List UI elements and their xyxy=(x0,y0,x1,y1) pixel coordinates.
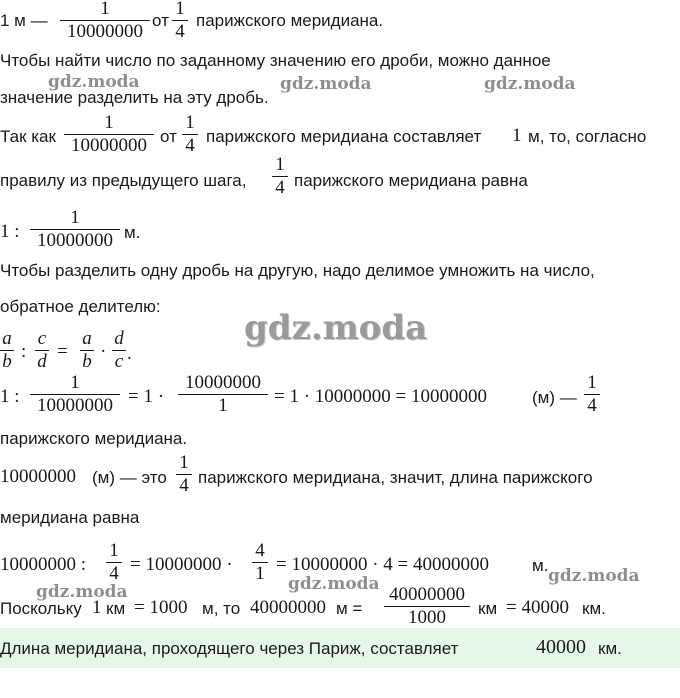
line-1-ot: от xyxy=(152,11,169,30)
eq2-start: 10000000 : xyxy=(0,554,87,575)
eq-mid: = 1 · xyxy=(128,386,165,407)
paragraph-rule-cont: значение разделить на эту дробь. xyxy=(0,88,269,107)
line-12-text: (м) — это xyxy=(92,468,167,487)
eq-start: 1 : xyxy=(0,386,20,407)
fraction-1-10000000: 1 10000000 xyxy=(30,207,120,252)
fraction-1-4: 1 4 xyxy=(176,452,192,497)
line-5-start: правилу из предыдущего шага, xyxy=(0,171,247,190)
line-15-j: км. xyxy=(582,599,606,618)
fraction-4-1: 4 1 xyxy=(252,540,268,585)
op-equals: = xyxy=(57,341,68,362)
fraction-40000000-1000: 40000000 1000 xyxy=(384,584,470,629)
watermark: gdz.moda xyxy=(244,308,428,348)
watermark: gdz.moda xyxy=(288,574,380,594)
period: . xyxy=(127,343,132,364)
line-15-a: Поскольку xyxy=(0,599,82,618)
paragraph-rule: Чтобы найти число по заданному значению его дроби, можно данное xyxy=(0,51,551,70)
paragraph-division-rule-cont: обратное делителю: xyxy=(0,297,161,316)
eq-unit: (м) — xyxy=(532,388,577,407)
line-15-i: = 40000 xyxy=(506,597,569,618)
line-1-start: 1 м — xyxy=(0,11,48,30)
fraction-1-4: 1 4 xyxy=(584,372,600,417)
line-15-h: км xyxy=(478,599,498,618)
watermark: gdz.moda xyxy=(548,566,640,586)
answer-value: 40000 xyxy=(536,636,586,658)
fraction-1-4: 1 4 xyxy=(106,540,122,585)
fraction-c-d: c d xyxy=(35,328,49,373)
eq2-result: = 10000000 · 4 = 40000000 xyxy=(276,554,490,575)
line-15-d: = 1000 xyxy=(134,597,188,618)
watermark: gdz.moda xyxy=(36,582,128,602)
line-6-end: м. xyxy=(124,223,141,242)
line-12-end: парижского меридиана, значит, длина парижского xyxy=(198,468,593,487)
answer-unit: км. xyxy=(598,639,622,658)
answer-text: Длина меридиана, проходящего через Париж, составляет xyxy=(0,639,459,658)
line-4-one: 1 xyxy=(512,125,522,146)
line-13: меридиана равна xyxy=(0,508,140,527)
eq-result: = 1 · 10000000 = 10000000 xyxy=(274,386,488,407)
line-15-e: м, то xyxy=(202,599,241,618)
line-12-num: 10000000 xyxy=(0,466,76,487)
fraction-1-4: 1 4 xyxy=(272,154,288,199)
fraction-a-b: a b xyxy=(0,328,14,373)
watermark: gdz.moda xyxy=(280,74,372,94)
fraction-a-b: a b xyxy=(80,328,94,373)
line-11: парижского меридиана. xyxy=(0,429,188,448)
line-5-end: парижского меридиана равна xyxy=(294,171,528,190)
paragraph-division-rule: Чтобы разделить одну дробь на другую, надо делимое умножить на число, xyxy=(0,261,595,280)
eq2-unit: м. xyxy=(532,556,549,575)
watermark: gdz.moda xyxy=(484,74,576,94)
line-4-end: м, то, согласно xyxy=(528,127,647,146)
op-multiply: · xyxy=(100,341,107,362)
line-6-start: 1 : xyxy=(0,221,20,242)
fraction-1-4: 1 4 xyxy=(182,112,198,157)
line-15-f: 40000000 xyxy=(250,597,326,618)
fraction-1-4: 1 4 xyxy=(172,0,188,43)
fraction-d-c: d c xyxy=(112,328,126,373)
op-divide: : xyxy=(21,341,27,362)
line-4-ot: от xyxy=(160,127,177,146)
line-4-start: Так как xyxy=(0,127,56,146)
line-15-b: 1 xyxy=(92,597,102,618)
line-4-mid: парижского меридиана составляет xyxy=(206,127,482,146)
fraction-10000000-1: 10000000 1 xyxy=(178,372,268,417)
line-1-end: парижского меридиана. xyxy=(196,11,384,30)
eq2-mid: = 10000000 · xyxy=(130,554,233,575)
fraction-1-10000000: 1 10000000 xyxy=(60,0,150,43)
fraction-1-10000000: 1 10000000 xyxy=(64,112,154,157)
line-15-c: км xyxy=(106,599,126,618)
line-15-g: м = xyxy=(336,599,363,618)
watermark: gdz.moda xyxy=(48,72,140,92)
fraction-1-10000000: 1 10000000 xyxy=(30,372,120,417)
